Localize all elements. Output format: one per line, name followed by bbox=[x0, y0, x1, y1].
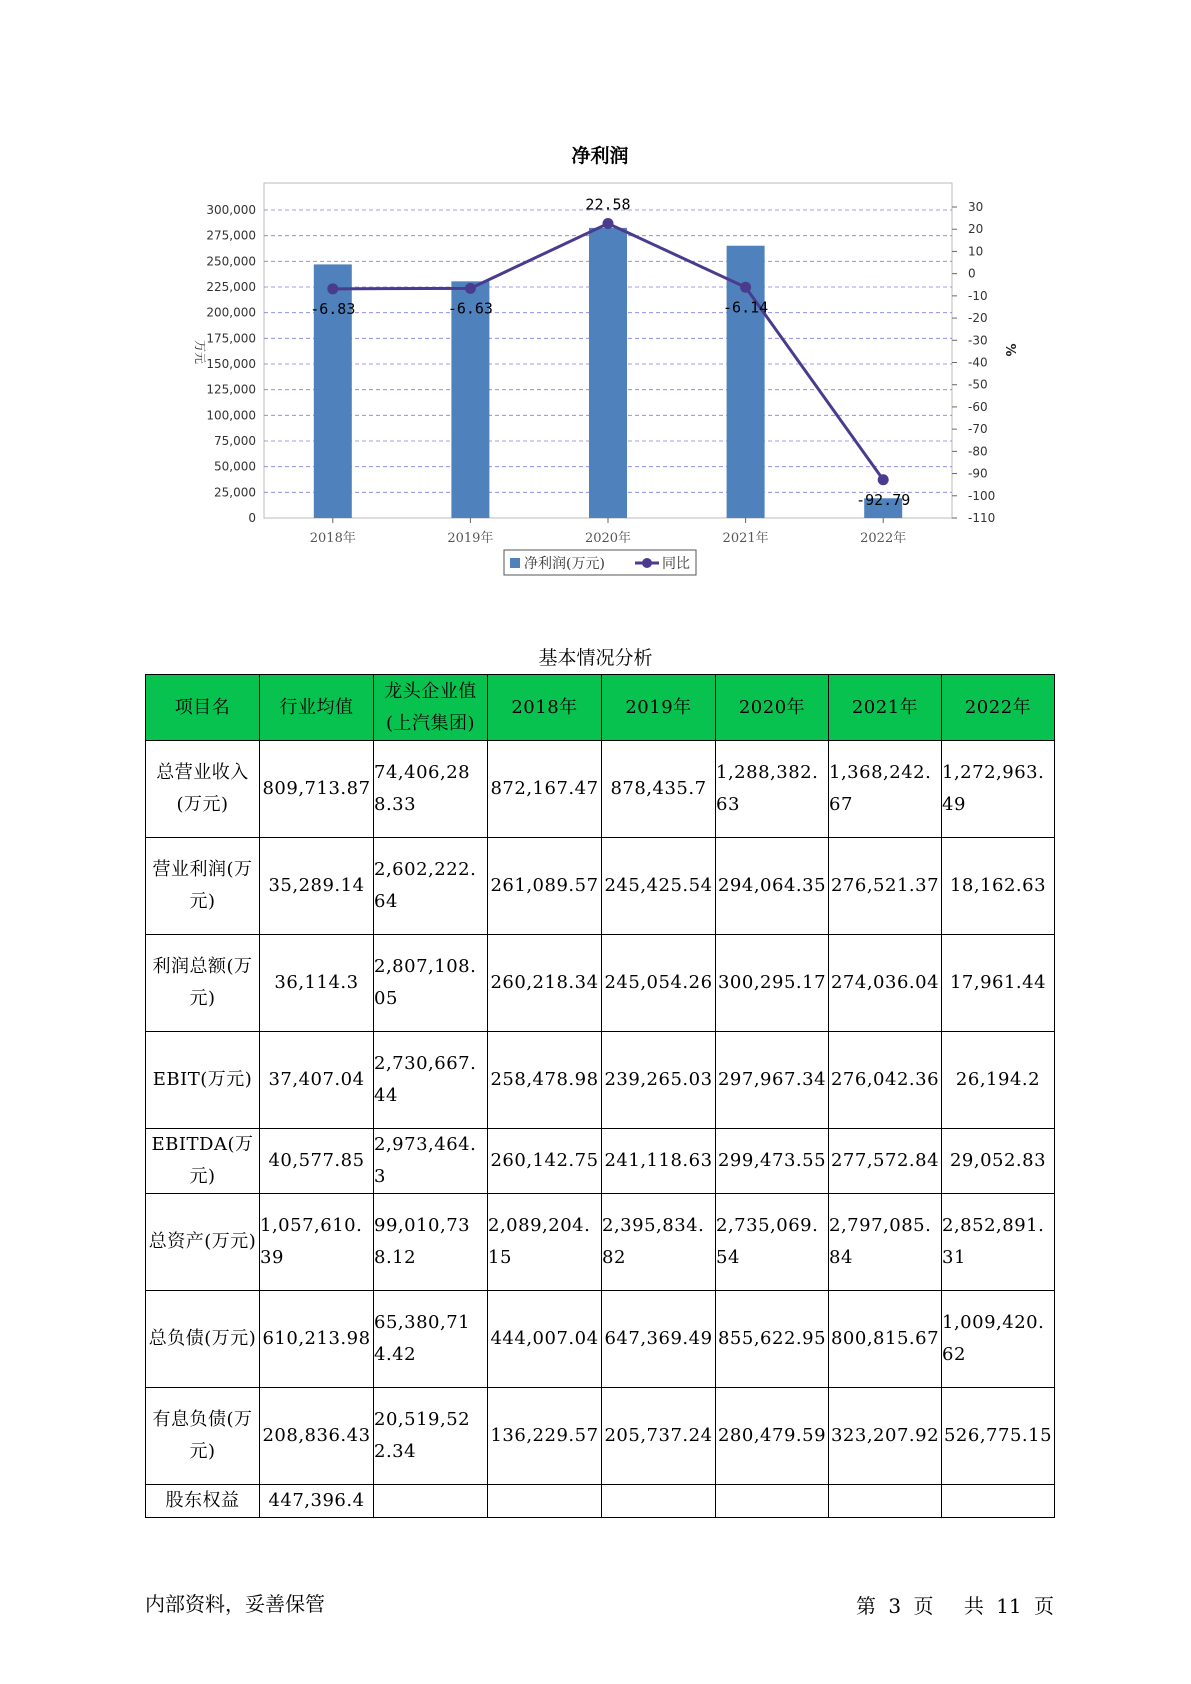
table-cell: 809,713.87 bbox=[260, 741, 374, 838]
table-cell: 35,289.14 bbox=[260, 838, 374, 935]
table-cell: 18,162.63 bbox=[942, 838, 1055, 935]
row-label: EBITDA(万元) bbox=[146, 1129, 260, 1194]
table-cell: 40,577.85 bbox=[260, 1129, 374, 1194]
table-cell: 74,406,288.33 bbox=[374, 741, 488, 838]
y-tick-label: 300,000 bbox=[206, 203, 256, 217]
page-prefix: 第 bbox=[856, 1594, 877, 1618]
line-point bbox=[603, 218, 614, 229]
table-cell: 447,396.4 bbox=[260, 1485, 374, 1518]
data-label: -6.14 bbox=[723, 298, 769, 317]
y2-axis-label: % bbox=[1002, 343, 1017, 357]
table-cell: 2,807,108.05 bbox=[374, 935, 488, 1032]
chart-title: 净利润 bbox=[571, 145, 629, 167]
y2-tick-label: -40 bbox=[968, 355, 988, 370]
x-tick-label: 2019年 bbox=[447, 531, 494, 546]
line-point bbox=[465, 283, 476, 294]
data-label: 22.58 bbox=[585, 195, 631, 214]
table-cell: 277,572.84 bbox=[829, 1129, 942, 1194]
table-cell bbox=[942, 1485, 1055, 1518]
table-cell: 65,380,714.42 bbox=[374, 1291, 488, 1388]
y2-tick-label: 10 bbox=[968, 244, 984, 259]
table-cell: 800,815.67 bbox=[829, 1291, 942, 1388]
table-cell: 258,478.98 bbox=[488, 1032, 602, 1129]
header-cell: 2018年 bbox=[488, 675, 602, 741]
total-number: 11 bbox=[996, 1594, 1022, 1618]
table-cell: 29,052.83 bbox=[942, 1129, 1055, 1194]
table-row bbox=[146, 935, 1055, 1032]
y2-tick-label: -50 bbox=[968, 377, 988, 392]
row-label: 股东权益 bbox=[146, 1485, 260, 1518]
table-cell: 260,142.75 bbox=[488, 1129, 602, 1194]
table-cell: 2,602,222.64 bbox=[374, 838, 488, 935]
table-cell: 17,961.44 bbox=[942, 935, 1055, 1032]
table-cell: 299,473.55 bbox=[716, 1129, 829, 1194]
y-tick-label: 50,000 bbox=[214, 459, 256, 474]
y-tick-label: 25,000 bbox=[214, 485, 256, 500]
table-cell: 444,007.04 bbox=[488, 1291, 602, 1388]
table-cell: 300,295.17 bbox=[716, 935, 829, 1032]
legend-label: 同比 bbox=[662, 556, 690, 572]
row-label: 营业利润(万元) bbox=[146, 838, 260, 935]
table-row bbox=[146, 1291, 1055, 1388]
table-cell: 261,089.57 bbox=[488, 838, 602, 935]
table-cell: 208,836.43 bbox=[260, 1388, 374, 1485]
y-tick-label: 0 bbox=[248, 511, 256, 525]
table-cell: 647,369.49 bbox=[602, 1291, 716, 1388]
line-point bbox=[740, 282, 751, 293]
y2-tick-label: -80 bbox=[968, 444, 988, 459]
chart-svg bbox=[0, 0, 1191, 600]
table-cell: 1,368,242.67 bbox=[829, 741, 942, 838]
x-tick-label: 2021年 bbox=[722, 531, 769, 546]
total-suffix: 页 bbox=[1034, 1594, 1054, 1618]
table-row bbox=[146, 1129, 1055, 1194]
y-tick-label: 75,000 bbox=[214, 434, 256, 448]
table-cell: 294,064.35 bbox=[716, 838, 829, 935]
table-cell: 136,229.57 bbox=[488, 1388, 602, 1485]
y-axis-label: 万元 bbox=[193, 339, 207, 365]
y2-tick-label: -100 bbox=[968, 488, 996, 503]
table-cell: 2,735,069.54 bbox=[716, 1194, 829, 1291]
table-row bbox=[146, 838, 1055, 935]
table-cell: 241,118.63 bbox=[602, 1129, 716, 1194]
table-cell: 1,272,963.49 bbox=[942, 741, 1055, 838]
page-number: 3 bbox=[888, 1594, 902, 1618]
x-tick-label: 2018年 bbox=[309, 531, 356, 546]
table-cell: 323,207.92 bbox=[829, 1388, 942, 1485]
legend-swatch-bar bbox=[510, 558, 520, 568]
header-cell: 龙头企业值(上汽集团) bbox=[374, 675, 488, 741]
y-tick-label: 100,000 bbox=[206, 408, 256, 423]
table-cell bbox=[488, 1485, 602, 1518]
data-label: -92.79 bbox=[856, 490, 911, 509]
table-cell: 1,009,420.62 bbox=[942, 1291, 1055, 1388]
header-cell: 行业均值 bbox=[260, 675, 374, 741]
row-label: EBIT(万元) bbox=[146, 1032, 260, 1129]
table-cell: 526,775.15 bbox=[942, 1388, 1055, 1485]
y2-tick-label: -20 bbox=[968, 311, 988, 326]
header-cell: 2020年 bbox=[716, 675, 829, 741]
table-cell: 855,622.95 bbox=[716, 1291, 829, 1388]
row-label: 利润总额(万元) bbox=[146, 935, 260, 1032]
data-label: -6.83 bbox=[310, 299, 356, 318]
table-cell: 26,194.2 bbox=[942, 1032, 1055, 1129]
y-tick-label: 200,000 bbox=[206, 305, 256, 320]
y-tick-label: 275,000 bbox=[206, 228, 256, 243]
table-cell bbox=[602, 1485, 716, 1518]
table-cell: 274,036.04 bbox=[829, 935, 942, 1032]
table-cell: 37,407.04 bbox=[260, 1032, 374, 1129]
y-tick-label: 125,000 bbox=[206, 382, 256, 397]
table-cell bbox=[829, 1485, 942, 1518]
table-cell: 276,521.37 bbox=[829, 838, 942, 935]
table-cell: 2,852,891.31 bbox=[942, 1194, 1055, 1291]
table-row bbox=[146, 741, 1055, 838]
row-label: 有息负债(万元) bbox=[146, 1388, 260, 1485]
header-cell: 2021年 bbox=[829, 675, 942, 741]
table-row bbox=[146, 1485, 1055, 1518]
table-cell: 276,042.36 bbox=[829, 1032, 942, 1129]
y-tick-label: 150,000 bbox=[206, 357, 256, 371]
table-cell: 2,973,464.3 bbox=[374, 1129, 488, 1194]
table-cell: 205,737.24 bbox=[602, 1388, 716, 1485]
table-cell: 2,395,834.82 bbox=[602, 1194, 716, 1291]
x-tick-label: 2020年 bbox=[584, 531, 632, 546]
total-prefix: 共 bbox=[963, 1594, 984, 1618]
footer-page-indicator bbox=[850, 1590, 1054, 1619]
x-tick-label: 2022年 bbox=[860, 531, 907, 546]
row-label: 总负债(万元) bbox=[146, 1291, 260, 1388]
line-point bbox=[878, 474, 889, 485]
table-caption: 基本情况分析 bbox=[538, 647, 653, 669]
table-header-row bbox=[146, 675, 1055, 741]
table-cell: 36,114.3 bbox=[260, 935, 374, 1032]
y2-tick-label: -60 bbox=[968, 399, 988, 414]
y-tick-label: 175,000 bbox=[206, 331, 256, 346]
table-cell: 280,479.59 bbox=[716, 1388, 829, 1485]
footer-confidential-note: 内部资料，妥善保管 bbox=[145, 1592, 325, 1616]
y2-tick-label: -70 bbox=[968, 422, 988, 437]
table-cell: 20,519,522.34 bbox=[374, 1388, 488, 1485]
y2-tick-label: -30 bbox=[968, 333, 988, 348]
y2-tick-label: -110 bbox=[968, 511, 996, 525]
row-label: 总营业收入(万元) bbox=[146, 741, 260, 838]
header-cell: 2022年 bbox=[942, 675, 1055, 741]
y2-tick-label: 0 bbox=[968, 266, 976, 281]
line-point bbox=[327, 283, 338, 294]
table-cell: 1,288,382.63 bbox=[716, 741, 829, 838]
table-cell: 610,213.98 bbox=[260, 1291, 374, 1388]
net-profit-chart bbox=[0, 0, 1191, 600]
table-cell: 297,967.34 bbox=[716, 1032, 829, 1129]
y2-tick-label: 20 bbox=[968, 222, 984, 237]
table-cell: 260,218.34 bbox=[488, 935, 602, 1032]
table-row bbox=[146, 1032, 1055, 1129]
y-tick-label: 250,000 bbox=[206, 254, 256, 269]
header-cell: 2019年 bbox=[602, 675, 716, 741]
table-cell bbox=[716, 1485, 829, 1518]
table-cell: 245,425.54 bbox=[602, 838, 716, 935]
table-cell: 872,167.47 bbox=[488, 741, 602, 838]
table-cell: 2,797,085.84 bbox=[829, 1194, 942, 1291]
bar bbox=[589, 228, 627, 518]
y2-tick-label: -10 bbox=[968, 288, 988, 303]
page-suffix: 页 bbox=[913, 1594, 934, 1618]
legend-label: 净利润(万元) bbox=[524, 556, 605, 572]
table-cell: 878,435.7 bbox=[602, 741, 716, 838]
table-row bbox=[146, 1194, 1055, 1291]
data-label: -6.63 bbox=[447, 299, 493, 318]
table-cell: 2,089,204.15 bbox=[488, 1194, 602, 1291]
table-cell: 99,010,738.12 bbox=[374, 1194, 488, 1291]
table-cell: 239,265.03 bbox=[602, 1032, 716, 1129]
y2-tick-label: -90 bbox=[968, 466, 988, 481]
header-cell: 项目名 bbox=[146, 675, 260, 741]
analysis-table bbox=[145, 674, 1055, 1518]
table-cell: 245,054.26 bbox=[602, 935, 716, 1032]
y-tick-label: 225,000 bbox=[206, 280, 256, 294]
table-row bbox=[146, 1388, 1055, 1485]
row-label: 总资产(万元) bbox=[146, 1194, 260, 1291]
y2-tick-label: 30 bbox=[968, 200, 984, 214]
table-cell: 2,730,667.44 bbox=[374, 1032, 488, 1129]
table-cell: 1,057,610.39 bbox=[260, 1194, 374, 1291]
legend-swatch-point bbox=[642, 558, 652, 568]
table-cell bbox=[374, 1485, 488, 1518]
